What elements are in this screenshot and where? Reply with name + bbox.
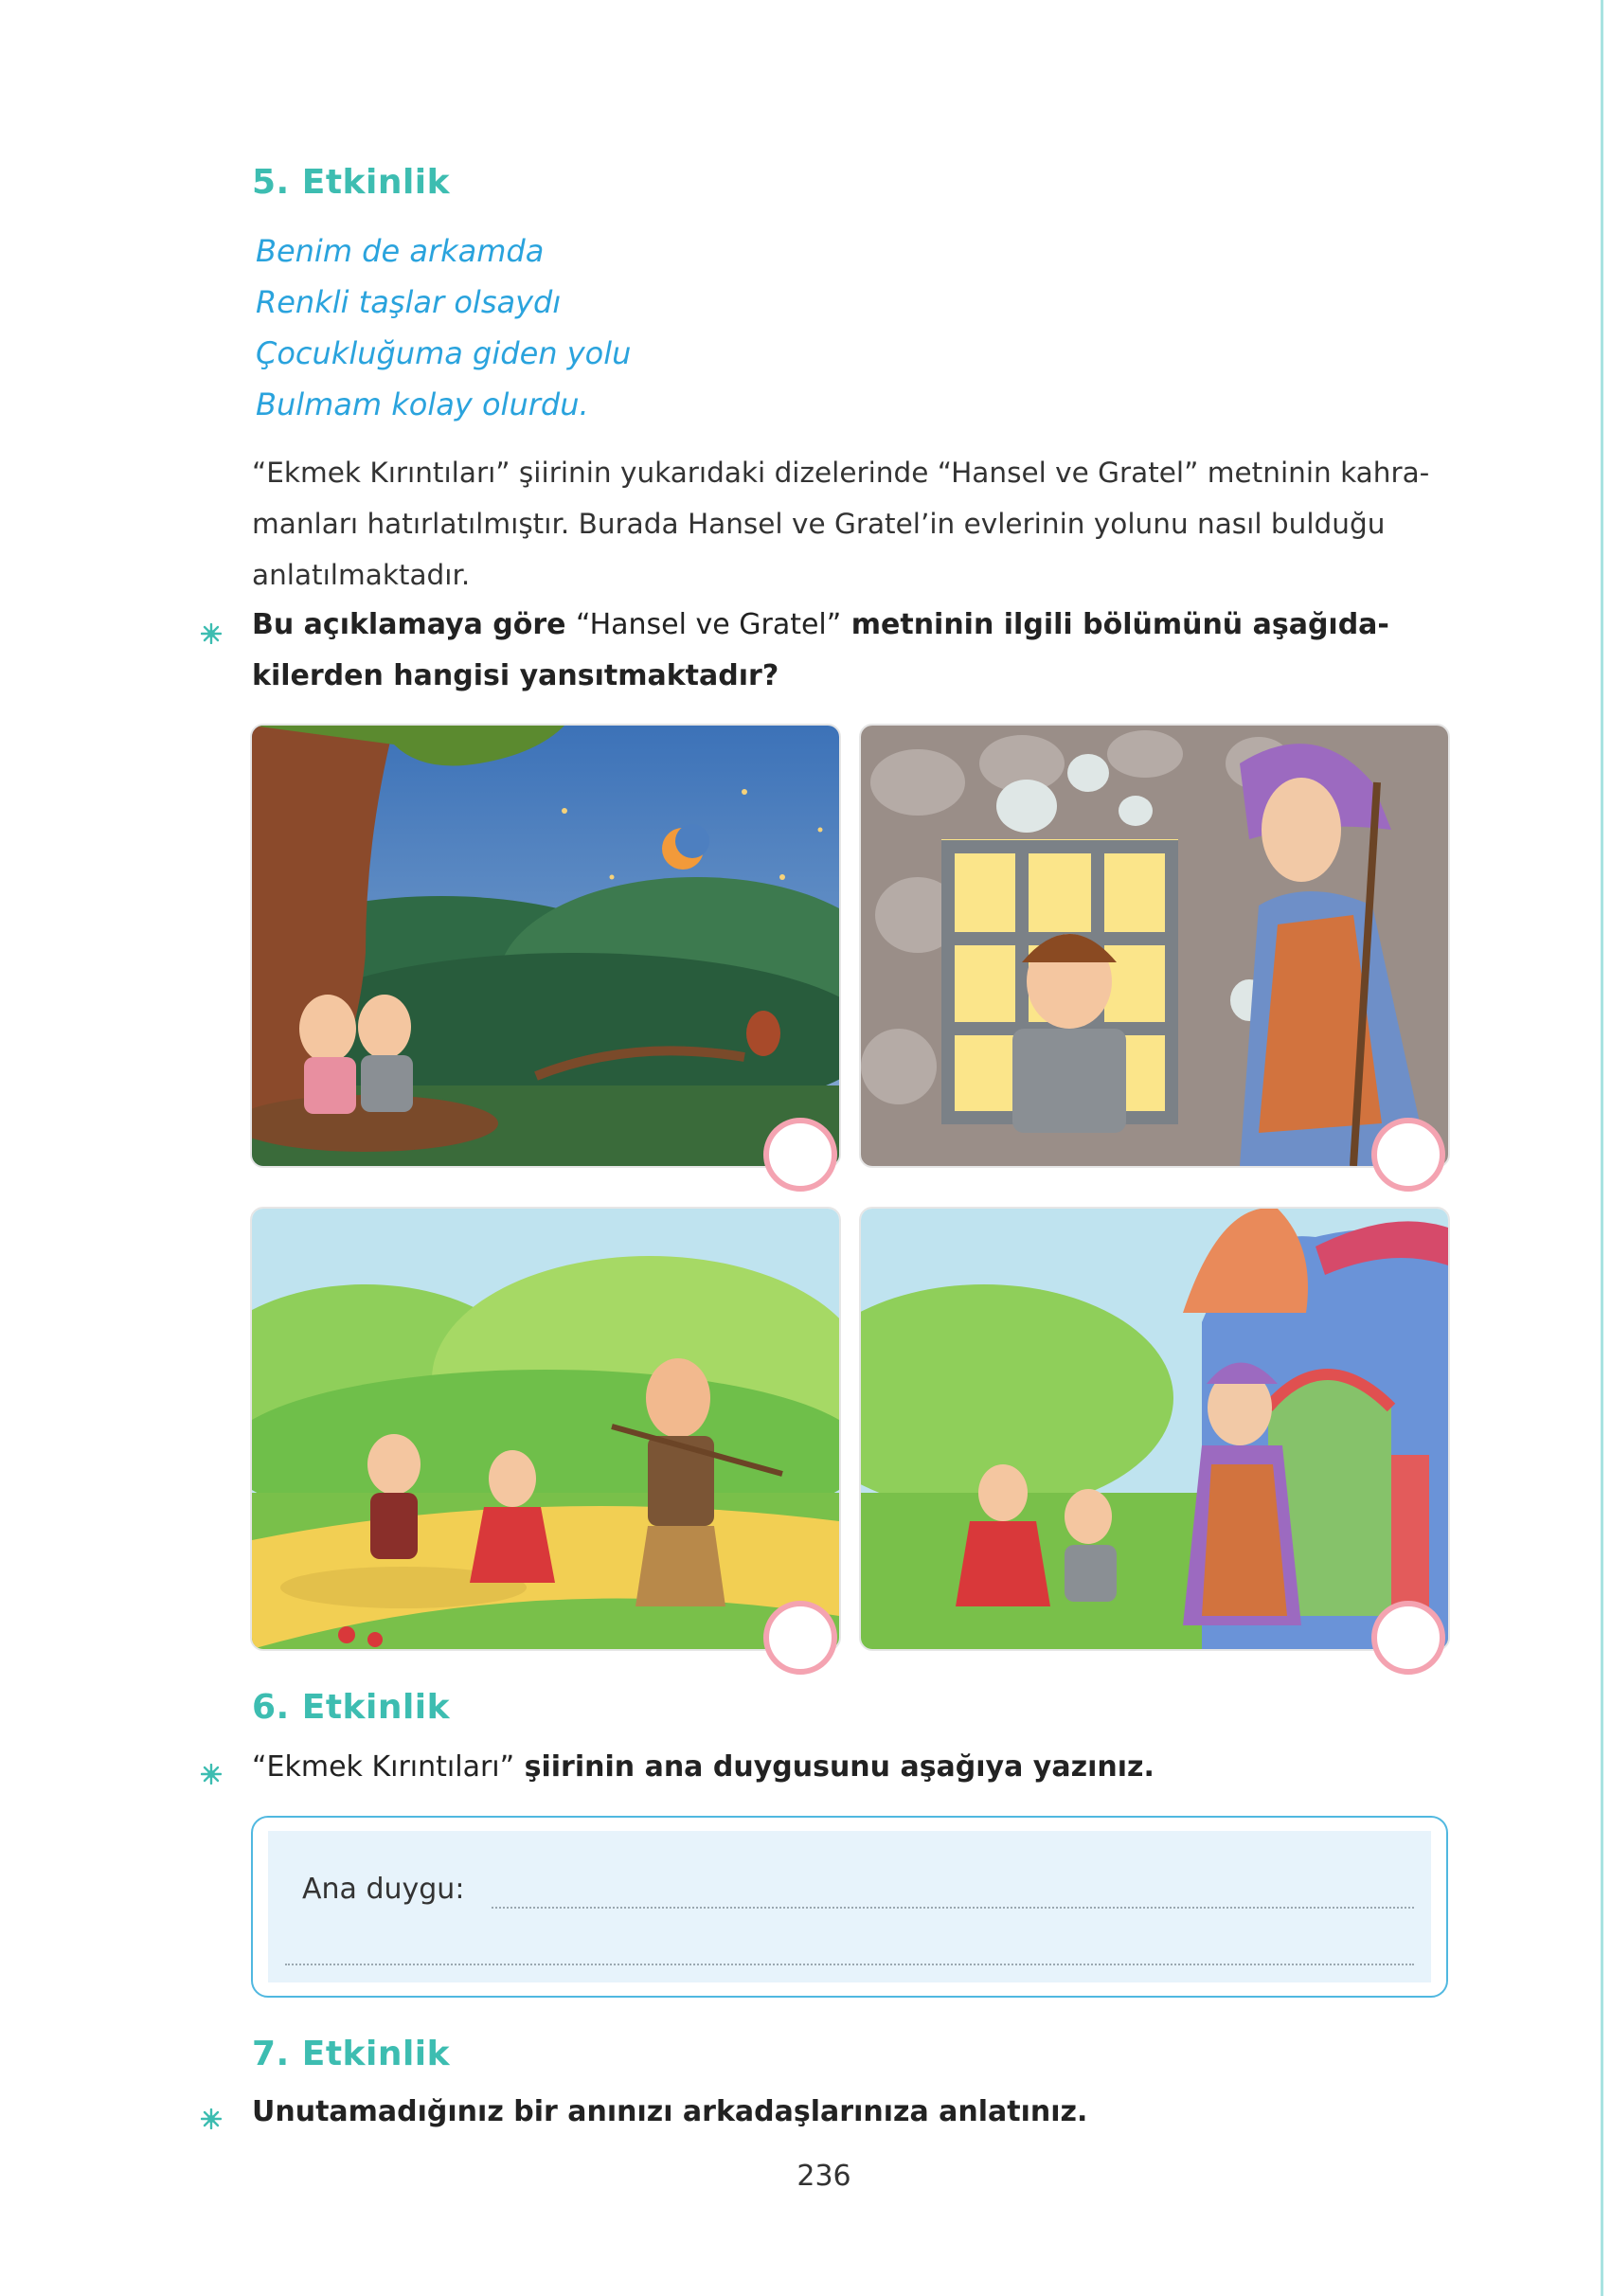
bullet-star-icon: [201, 623, 222, 644]
poem-line: Renkli taşlar olsaydı: [256, 284, 562, 320]
question-text: kilerden hangisi yansıtmaktadır?: [252, 659, 779, 692]
answer-line[interactable]: [492, 1907, 1414, 1909]
question-line-1: [252, 608, 1389, 641]
answer-choice-circle[interactable]: [1371, 1601, 1445, 1675]
instruction-text: şiirinin ana duygusunu aşağıya yazınız.: [514, 1750, 1155, 1784]
poem-stanza: [256, 225, 631, 430]
question-text: Bu açıklamaya göre: [252, 608, 576, 641]
answer-box-inner: [268, 1831, 1431, 1982]
bullet-star-icon: [201, 1764, 222, 1785]
activity-6-instruction: [252, 1750, 1155, 1784]
paragraph-line: “Ekmek Kırıntıları” şiirinin yukarıdaki dizelerinde “Hansel ve Gratel” metninin kahra-: [252, 457, 1430, 489]
paragraph-line: manları hatırlatılmıştır. Burada Hansel ve Gratel’in evlerinin yolunu nasıl bulduğu: [252, 508, 1386, 540]
answer-line[interactable]: [285, 1964, 1414, 1965]
poem-title-ref: “Ekmek Kırıntıları”: [252, 1750, 515, 1784]
answer-choice-circle[interactable]: [763, 1118, 837, 1192]
illustration-candy-house: [859, 1207, 1450, 1651]
question-text: metninin ilgili bölümünü aşağıda-: [841, 608, 1389, 641]
answer-box: [251, 1816, 1448, 1998]
ana-duygu-label: Ana duygu:: [302, 1873, 465, 1906]
question-line-2: [252, 659, 779, 692]
poem-line: Çocukluğuma giden yolu: [256, 335, 632, 371]
activity-7-heading: 7. Etkinlik: [252, 2035, 451, 2073]
illustration-walk-to-forest: [250, 1207, 841, 1651]
poem-line: Bulmam kolay olurdu.: [256, 386, 589, 422]
activity-6-heading: 6. Etkinlik: [252, 1688, 451, 1727]
question-title-ref: “Hansel ve Gratel”: [575, 608, 842, 641]
answer-choice-circle[interactable]: [763, 1601, 837, 1675]
poem-line: Benim de arkamda: [256, 233, 545, 269]
illustration-night-forest: [250, 724, 841, 1168]
instruction-text: Unutamadığınız bir anınızı arkadaşlarınıza anlatınız.: [252, 2095, 1088, 2128]
explanation-paragraph: [252, 447, 1455, 601]
activity-5-heading: 5. Etkinlik: [252, 163, 451, 202]
bullet-star-icon: [201, 2108, 222, 2129]
page-edge-line: [1601, 0, 1603, 2296]
illustration-witch-cage: [859, 724, 1450, 1168]
activity-7-instruction: [252, 2095, 1087, 2128]
page-number: 236: [797, 2160, 851, 2193]
answer-choice-circle[interactable]: [1371, 1118, 1445, 1192]
paragraph-line: anlatılmaktadır.: [252, 559, 471, 591]
